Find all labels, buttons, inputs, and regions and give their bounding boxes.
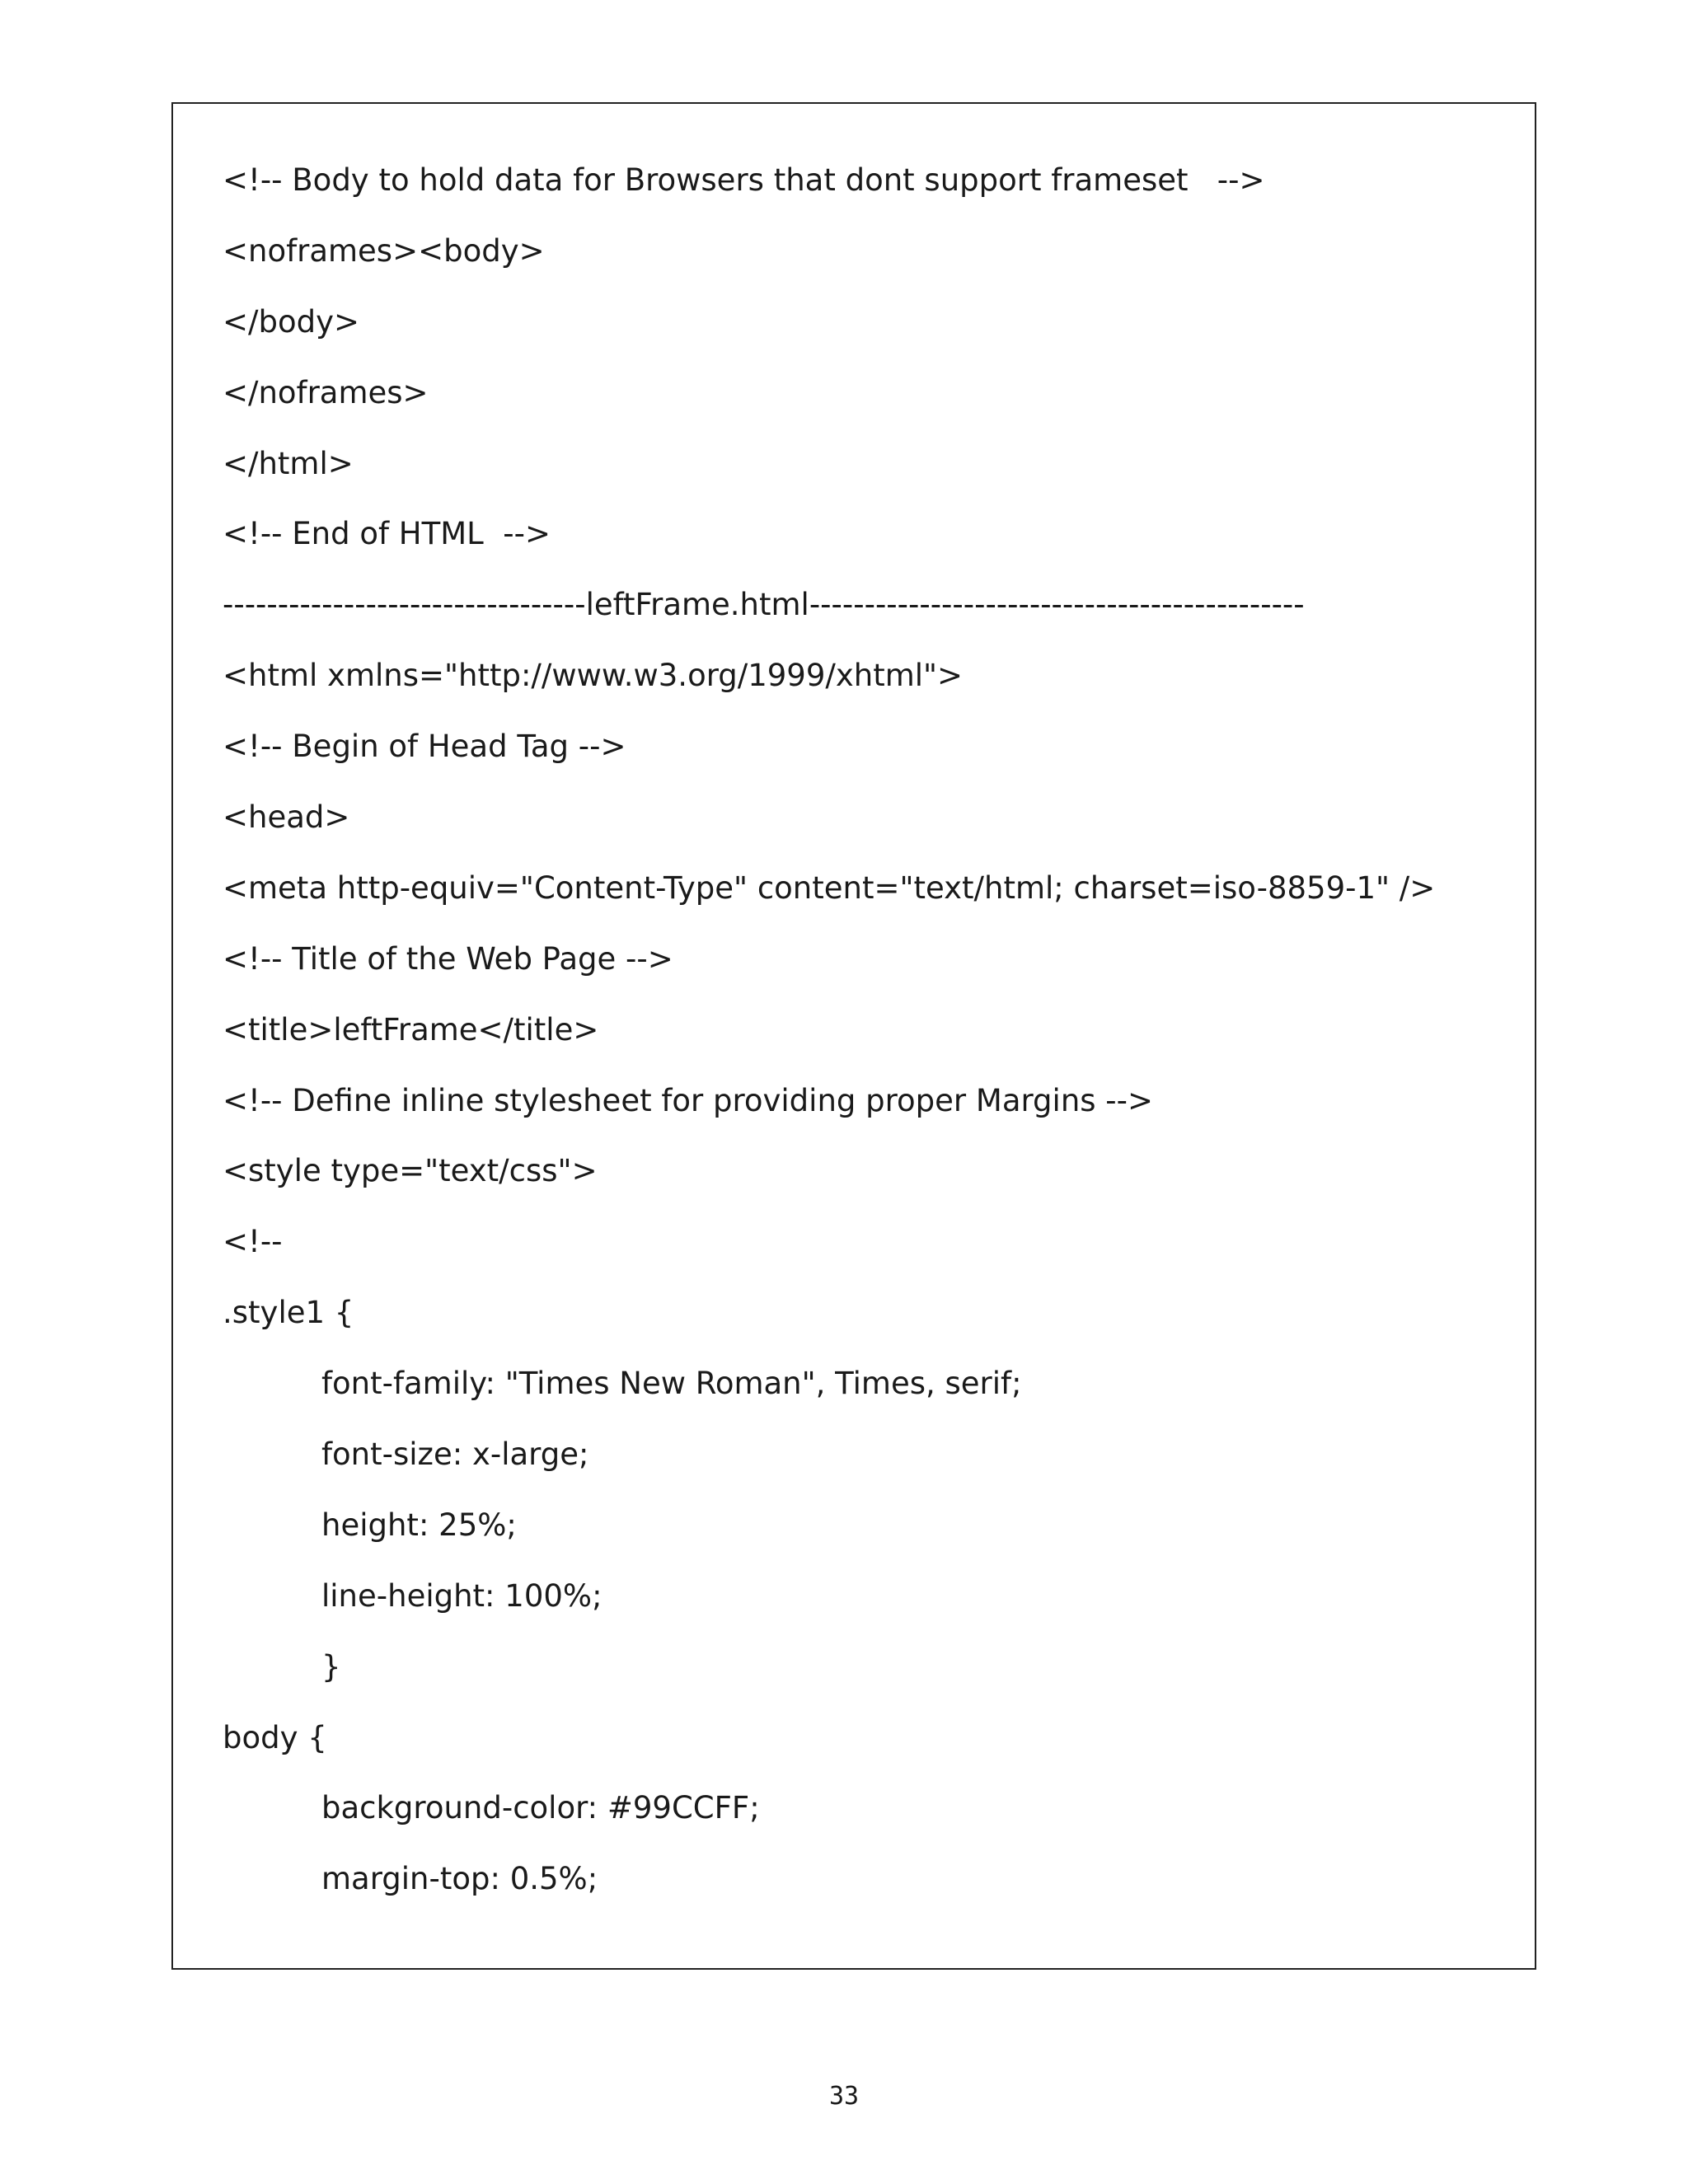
code-line: </html> bbox=[223, 445, 354, 481]
code-line: </noframes> bbox=[223, 374, 429, 410]
code-line: line-height: 100%; bbox=[321, 1577, 603, 1614]
code-line: <!-- Define inline stylesheet for providing proper Margins --> bbox=[223, 1082, 1154, 1118]
code-lines bbox=[223, 145, 1502, 1915]
code-line: <!-- Body to hold data for Browsers that dont support frameset --> bbox=[223, 162, 1265, 198]
code-line: <!-- End of HTML --> bbox=[223, 516, 551, 552]
code-line: <title>leftFrame</title> bbox=[223, 1011, 599, 1047]
code-line: <style type="text/css"> bbox=[223, 1153, 598, 1189]
code-line: height: 25%; bbox=[321, 1507, 517, 1543]
code-line: <head> bbox=[223, 799, 350, 836]
code-line: .style1 { bbox=[223, 1295, 354, 1331]
code-listing-box bbox=[171, 102, 1536, 1970]
code-line: font-size: x-large; bbox=[321, 1436, 589, 1473]
code-line: font-family: "Times New Roman", Times, serif; bbox=[321, 1366, 1022, 1402]
code-line: <html xmlns="http://www.w3.org/1999/xhtml"> bbox=[223, 658, 964, 694]
code-line: <noframes><body> bbox=[223, 232, 545, 269]
code-line: </body> bbox=[223, 303, 359, 340]
code-line: } bbox=[321, 1648, 341, 1685]
code-line: margin-top: 0.5%; bbox=[321, 1861, 598, 1897]
code-line: ---------------------------------leftFrame.html--------------------------------------------- bbox=[223, 587, 1305, 623]
code-line: background-color: #99CCFF; bbox=[321, 1790, 760, 1826]
code-line: <!-- Begin of Head Tag --> bbox=[223, 729, 626, 765]
code-line: <meta http-equiv="Content-Type" content="text/html; charset=iso-8859-1" /> bbox=[223, 869, 1436, 906]
page-number: 33 bbox=[828, 2082, 860, 2111]
code-line: <!-- bbox=[223, 1224, 283, 1260]
code-line: <!-- Title of the Web Page --> bbox=[223, 940, 673, 977]
code-line: body { bbox=[223, 1719, 327, 1755]
